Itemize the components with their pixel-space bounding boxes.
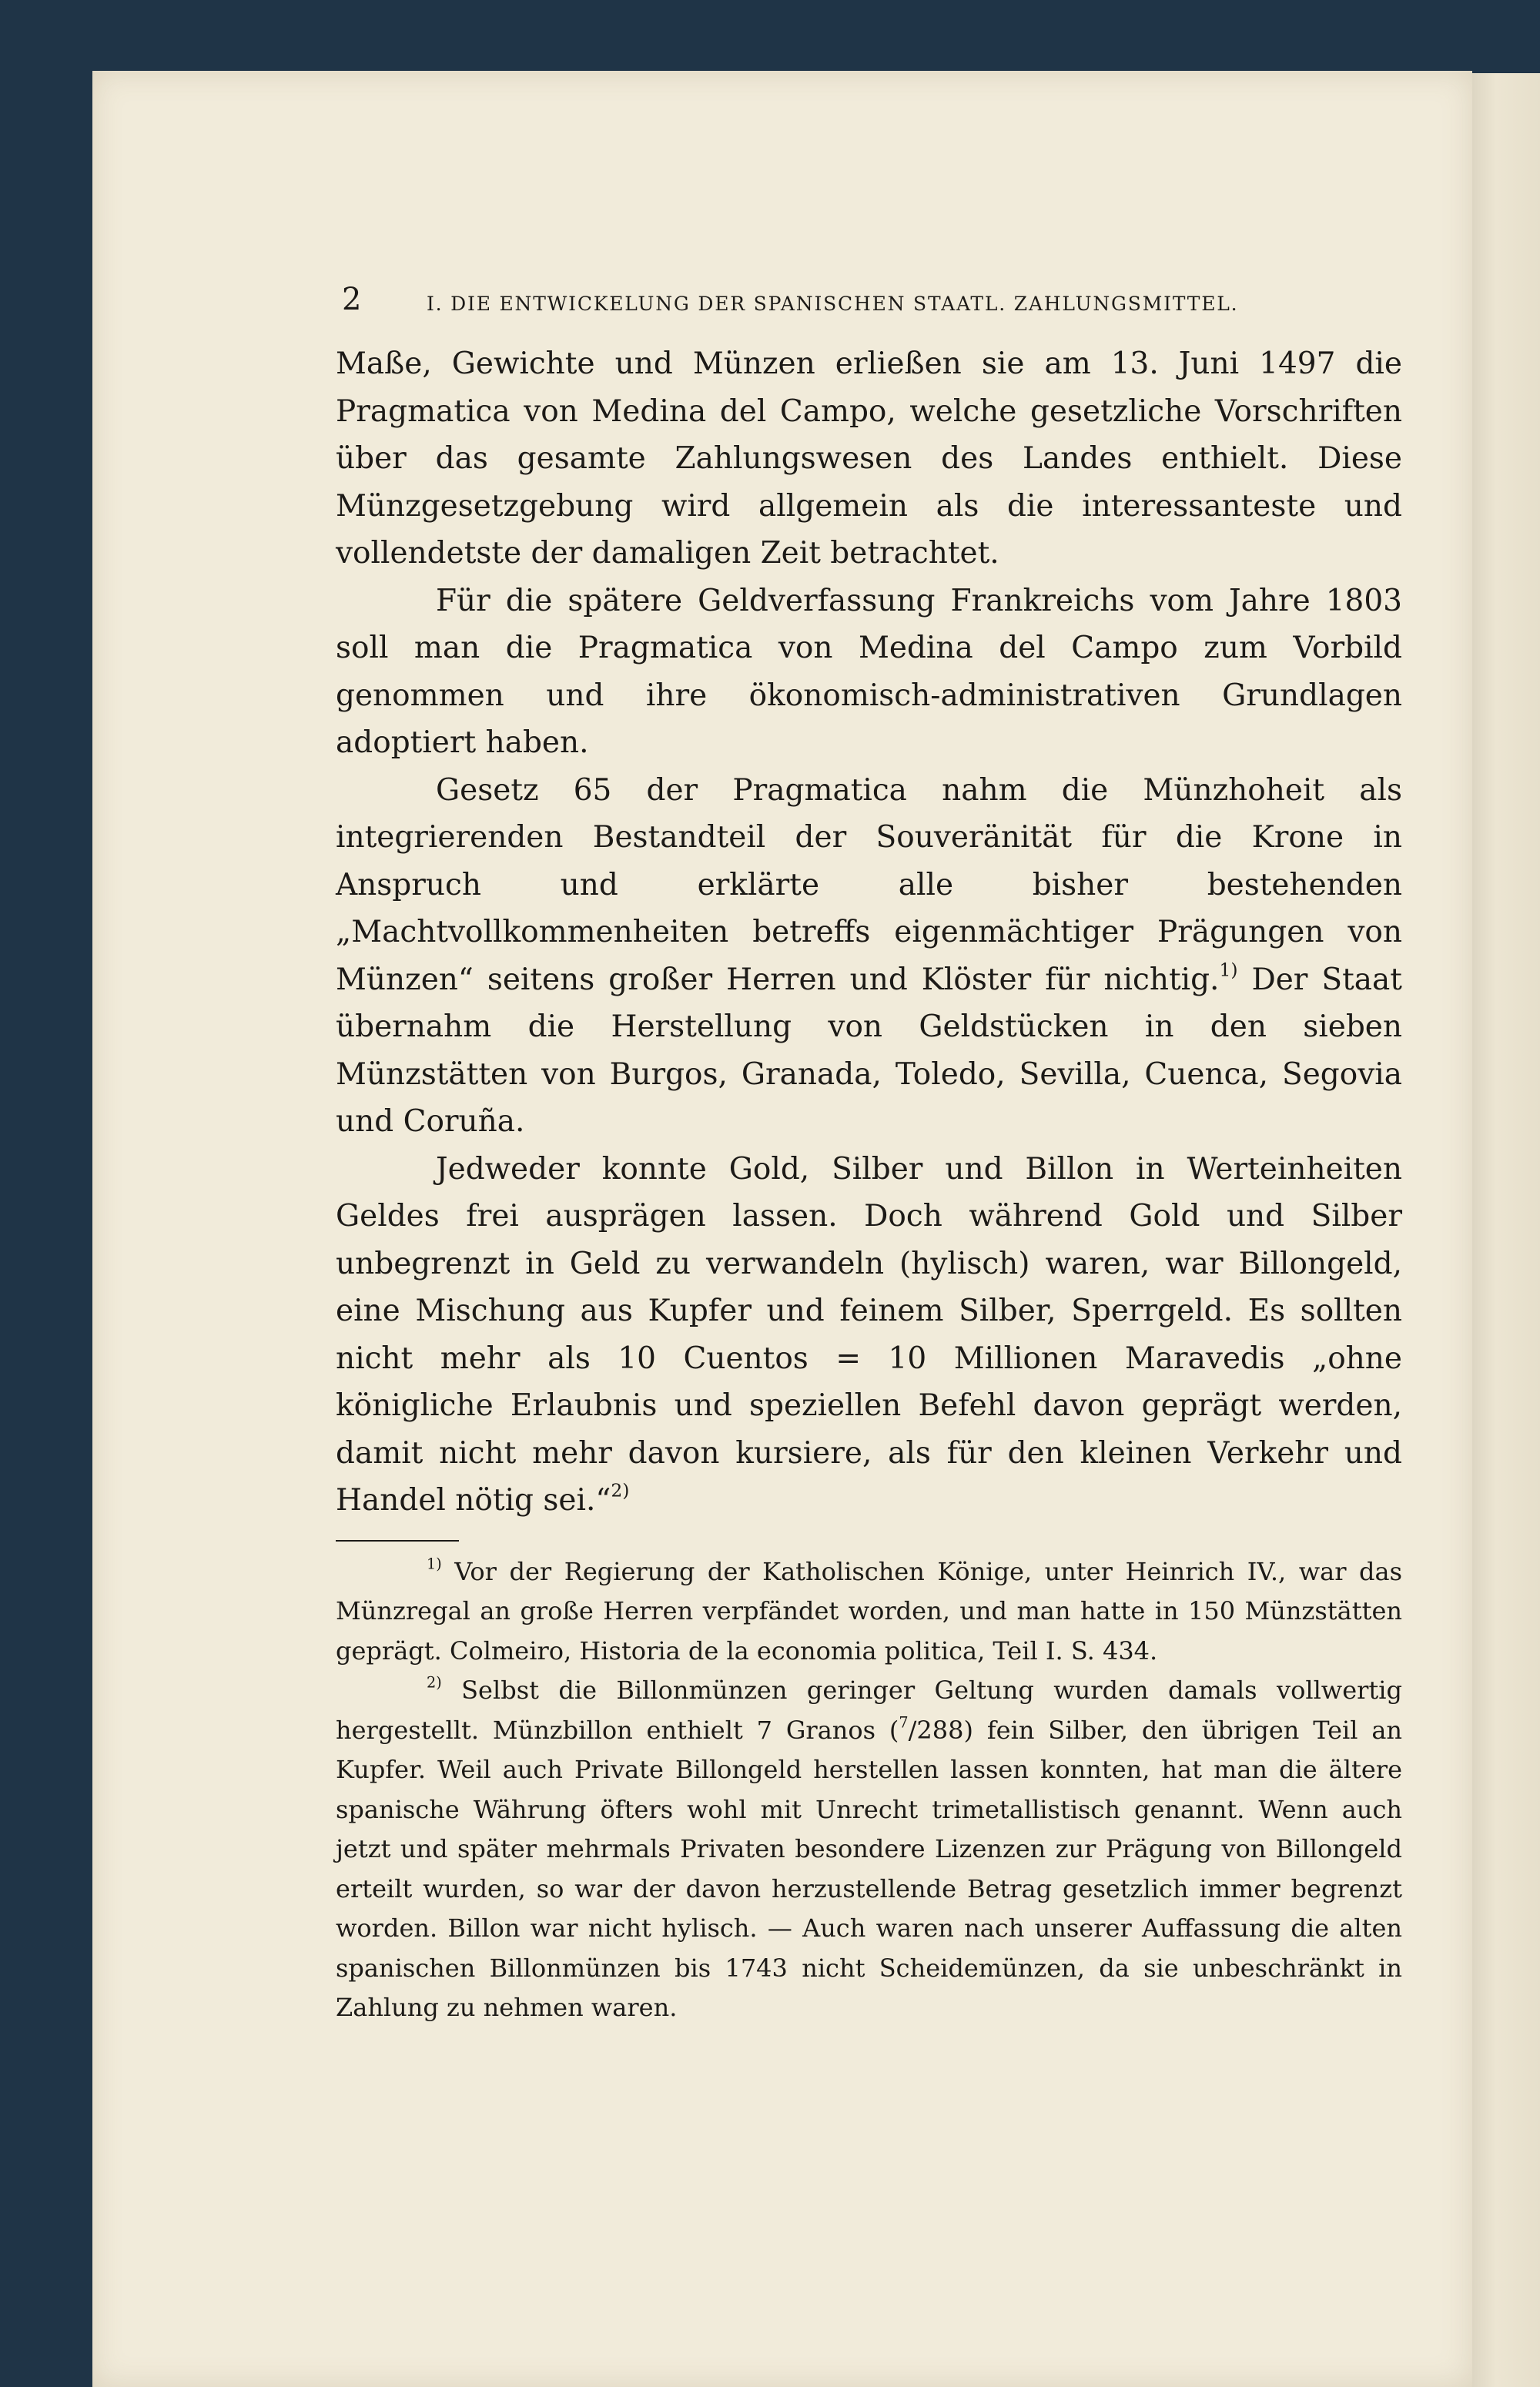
footnote-2 <box>336 1671 1402 2028</box>
running-head <box>336 277 1402 323</box>
footnote-ref-1: 1) <box>1219 958 1238 980</box>
fraction-denominator: /288 <box>908 1715 964 1745</box>
paragraph-4-text: Jedweder konnte Gold, Silber und Billon in Werteinheiten Geldes frei ausprägen lassen. Doch während Gold und Silber unbegrenzt in Geld zu verwandeln (hylisch) waren, war Billongeld, eine Mischung aus Kupfer und feinem Silber, Sperrgeld. Es sollten nicht mehr als 10 Cuentos = 10 Millionen Maravedis „ohne königliche Erlaubnis und speziellen Befehl davon geprägt werden, damit nicht mehr davon kursiere, als für den kleinen Verkehr und Handel nötig sei.“ <box>336 1151 1402 1518</box>
running-title: I. DIE ENTWICKELUNG DER SPANISCHEN STAATL. ZAHLUNGSMITTEL. <box>427 293 1239 315</box>
footnote-rule <box>336 1540 459 1542</box>
page-text-block <box>336 277 1402 2028</box>
footnote-ref-2: 2) <box>611 1479 630 1502</box>
page-number: 2 <box>342 282 362 317</box>
paragraph-1: Maße, Gewichte und Münzen erließen sie am 13. Juni 1497 die Pragmatica von Medina del Campo, welche gesetzliche Vorschriften über das gesamte Zahlungswesen des Landes enthielt. Diese Münzgesetzgebung wird allgemein als die interessanteste und vollendetste der damaligen Zeit betrachtet. <box>336 346 1402 571</box>
paragraph-3 <box>336 767 1402 1146</box>
body-text <box>336 340 1402 1525</box>
paragraph-2: Für die spätere Geldverfassung Frankreichs vom Jahre 1803 soll man die Pragmatica von Medina del Campo zum Vorbild genommen und ihre ökonomisch-administrativen Grundlagen adoptiert haben. <box>336 583 1402 760</box>
fraction-numerator: 7 <box>899 1713 909 1732</box>
footnote-marker-2: 2) <box>427 1673 442 1692</box>
footnote-2-text-start: Selbst die Billonmünzen geringer Geltung wurden damals vollwertig hergestellt. Münzbillon enthielt 7 Granos ( <box>336 1676 1403 1745</box>
facing-page-edge <box>1467 73 1540 2387</box>
footnote-marker-1: 1) <box>427 1555 442 1573</box>
footnote-2-text-end: ) fein Silber, den übrigen Teil an Kupfer. Weil auch Private Billongeld herstellen lassen konnten, hat man die ältere spanische Währung öfters wohl mit Unrecht trimetallistisch genannt. Wenn auch jetzt und später mehrmals Privaten besondere Lizenzen zur Prägung von Billongeld erteilt wurden, so war der davon herzustellende Betrag gesetzlich immer begrenzt worden. Billon war nicht hylisch. — Auch waren nach unserer Auffassung die alten spanischen Billonmünzen bis 1743 nicht Scheidemünzen, da sie unbeschränkt in Zahlung zu nehmen waren. <box>336 1715 1403 2022</box>
paragraph-4 <box>336 1146 1402 1525</box>
paragraph-3-continuation: Der Staat übernahm die Herstellung von Geldstücken in den sieben Münzstätten von Burgos, Granada, Toledo, Sevilla, Cuenca, Segovia und Coruña. <box>336 962 1402 1139</box>
footnote-1-text: Vor der Regierung der Katholischen Könige, unter Heinrich IV., war das Münzregal an große Herren verpfändet worden, und man hatte in 150 Münzstätten geprägt. Colmeiro, Historia de la economia politica, Teil I. S. 434. <box>336 1556 1403 1666</box>
footnote-1 <box>336 1552 1402 1672</box>
paragraph-3-text: Gesetz 65 der Pragmatica nahm die Münzhoheit als integrierenden Bestandteil der Souveränität für die Krone in Anspruch und erklärte alle bisher bestehenden „Machtvollkommenheiten betreffs eigenmächtiger Prägungen von Münzen“ seitens großer Herren und Klöster für nichtig. <box>336 772 1402 997</box>
footnotes <box>336 1552 1402 2028</box>
